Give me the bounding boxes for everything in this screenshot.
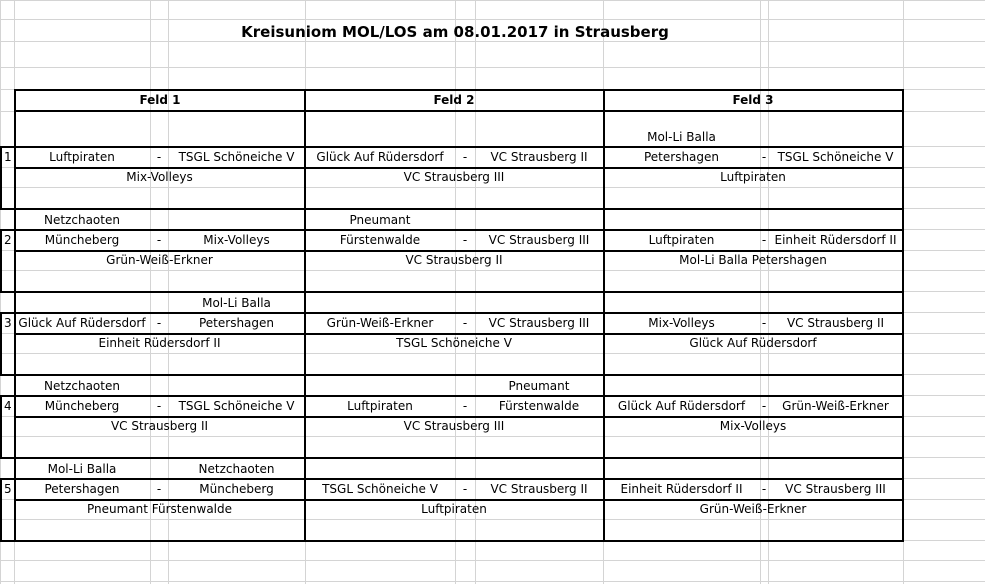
match-separator: - — [761, 150, 767, 164]
team-away: Grün-Weiß-Erkner — [782, 399, 889, 413]
team-home: Glück Auf Rüdersdorf — [617, 399, 746, 413]
field-header-1: Feld 1 — [139, 93, 181, 107]
match-separator: - — [462, 399, 468, 413]
team-home: Müncheberg — [44, 233, 120, 247]
match-separator: - — [761, 233, 767, 247]
round-number: 1 — [4, 150, 12, 164]
team-away: Mol-Li Balla — [202, 296, 271, 310]
team-away: VC Strausberg II — [490, 482, 588, 496]
referee-team: VC Strausberg III — [403, 170, 505, 184]
referee-team: Luftpiraten — [720, 170, 786, 184]
field-header-3: Feld 3 — [732, 93, 774, 107]
match-separator: - — [156, 482, 162, 496]
team-away: Einheit Rüdersdorf II — [774, 233, 897, 247]
referee-team: Glück Auf Rüdersdorf — [689, 336, 817, 350]
referee-team: Mix-Volleys — [126, 170, 193, 184]
referee-team: Grün-Weiß-Erkner — [106, 253, 213, 267]
referee-team: Mol-Li Balla Petershagen — [679, 253, 827, 267]
match-separator: - — [761, 399, 767, 413]
match-separator: - — [462, 150, 468, 164]
referee-team: Grün-Weiß-Erkner — [699, 502, 807, 516]
round-number: 4 — [4, 399, 12, 413]
referee-team: Pneumant Fürstenwalde — [86, 502, 233, 516]
team-away: TSGL Schöneiche V — [178, 399, 295, 413]
referee-team: Mix-Volleys — [719, 419, 787, 433]
team-home: Petershagen — [44, 482, 120, 496]
referee-team: Einheit Rüdersdorf II — [98, 336, 221, 350]
referee-team: TSGL Schöneiche V — [396, 336, 512, 350]
team-away: VC Strausberg III — [488, 316, 590, 330]
team-home: Glück Auf Rüdersdorf — [316, 150, 444, 164]
match-separator: - — [462, 482, 468, 496]
field-header-2: Feld 2 — [433, 93, 475, 107]
team-home: Netzchaoten — [44, 213, 120, 227]
team-away: TSGL Schöneiche V — [777, 150, 894, 164]
team-home: TSGL Schöneiche V — [322, 482, 438, 496]
match-separator: - — [156, 233, 162, 247]
team-away: VC Strausberg II — [786, 316, 885, 330]
referee-team: VC Strausberg II — [110, 419, 209, 433]
team-away: Petershagen — [198, 316, 275, 330]
team-away: Mix-Volleys — [203, 233, 270, 247]
team-home: Fürstenwalde — [339, 233, 421, 247]
team-home: Glück Auf Rüdersdorf — [18, 316, 146, 330]
team-away: Fürstenwalde — [498, 399, 580, 413]
team-away: Müncheberg — [199, 482, 274, 496]
round-number: 3 — [4, 316, 12, 330]
team-home: Grün-Weiß-Erkner — [326, 316, 434, 330]
match-separator: - — [462, 316, 468, 330]
page-title: Kreisuniom MOL/LOS am 08.01.2017 in Strausberg — [241, 23, 669, 41]
team-away: VC Strausberg II — [490, 150, 588, 164]
team-away: VC Strausberg III — [785, 482, 886, 496]
team-home: Luftpiraten — [347, 399, 413, 413]
match-separator: - — [156, 150, 162, 164]
team-home: Luftpiraten — [49, 150, 115, 164]
team-home: Einheit Rüdersdorf II — [620, 482, 743, 496]
round-number: 5 — [4, 482, 12, 496]
team-home: Mol-Li Balla — [647, 130, 716, 144]
team-home: Mol-Li Balla — [47, 462, 117, 476]
match-separator: - — [462, 233, 468, 247]
team-home: Netzchaoten — [44, 379, 120, 393]
team-away: Pneumant — [508, 379, 570, 393]
match-separator: - — [156, 399, 162, 413]
team-home: Mix-Volleys — [648, 316, 715, 330]
team-home: Pneumant — [349, 213, 411, 227]
team-away: TSGL Schöneiche V — [178, 150, 295, 164]
round-number: 2 — [4, 233, 12, 247]
referee-team: VC Strausberg II — [405, 253, 503, 267]
team-home: Petershagen — [643, 150, 720, 164]
team-home: Müncheberg — [44, 399, 120, 413]
team-away: Netzchaoten — [198, 462, 275, 476]
referee-team: Luftpiraten — [421, 502, 487, 516]
match-separator: - — [156, 316, 162, 330]
team-home: Luftpiraten — [648, 233, 715, 247]
match-separator: - — [761, 482, 767, 496]
referee-team: VC Strausberg III — [403, 419, 505, 433]
team-away: VC Strausberg III — [488, 233, 590, 247]
match-separator: - — [761, 316, 767, 330]
